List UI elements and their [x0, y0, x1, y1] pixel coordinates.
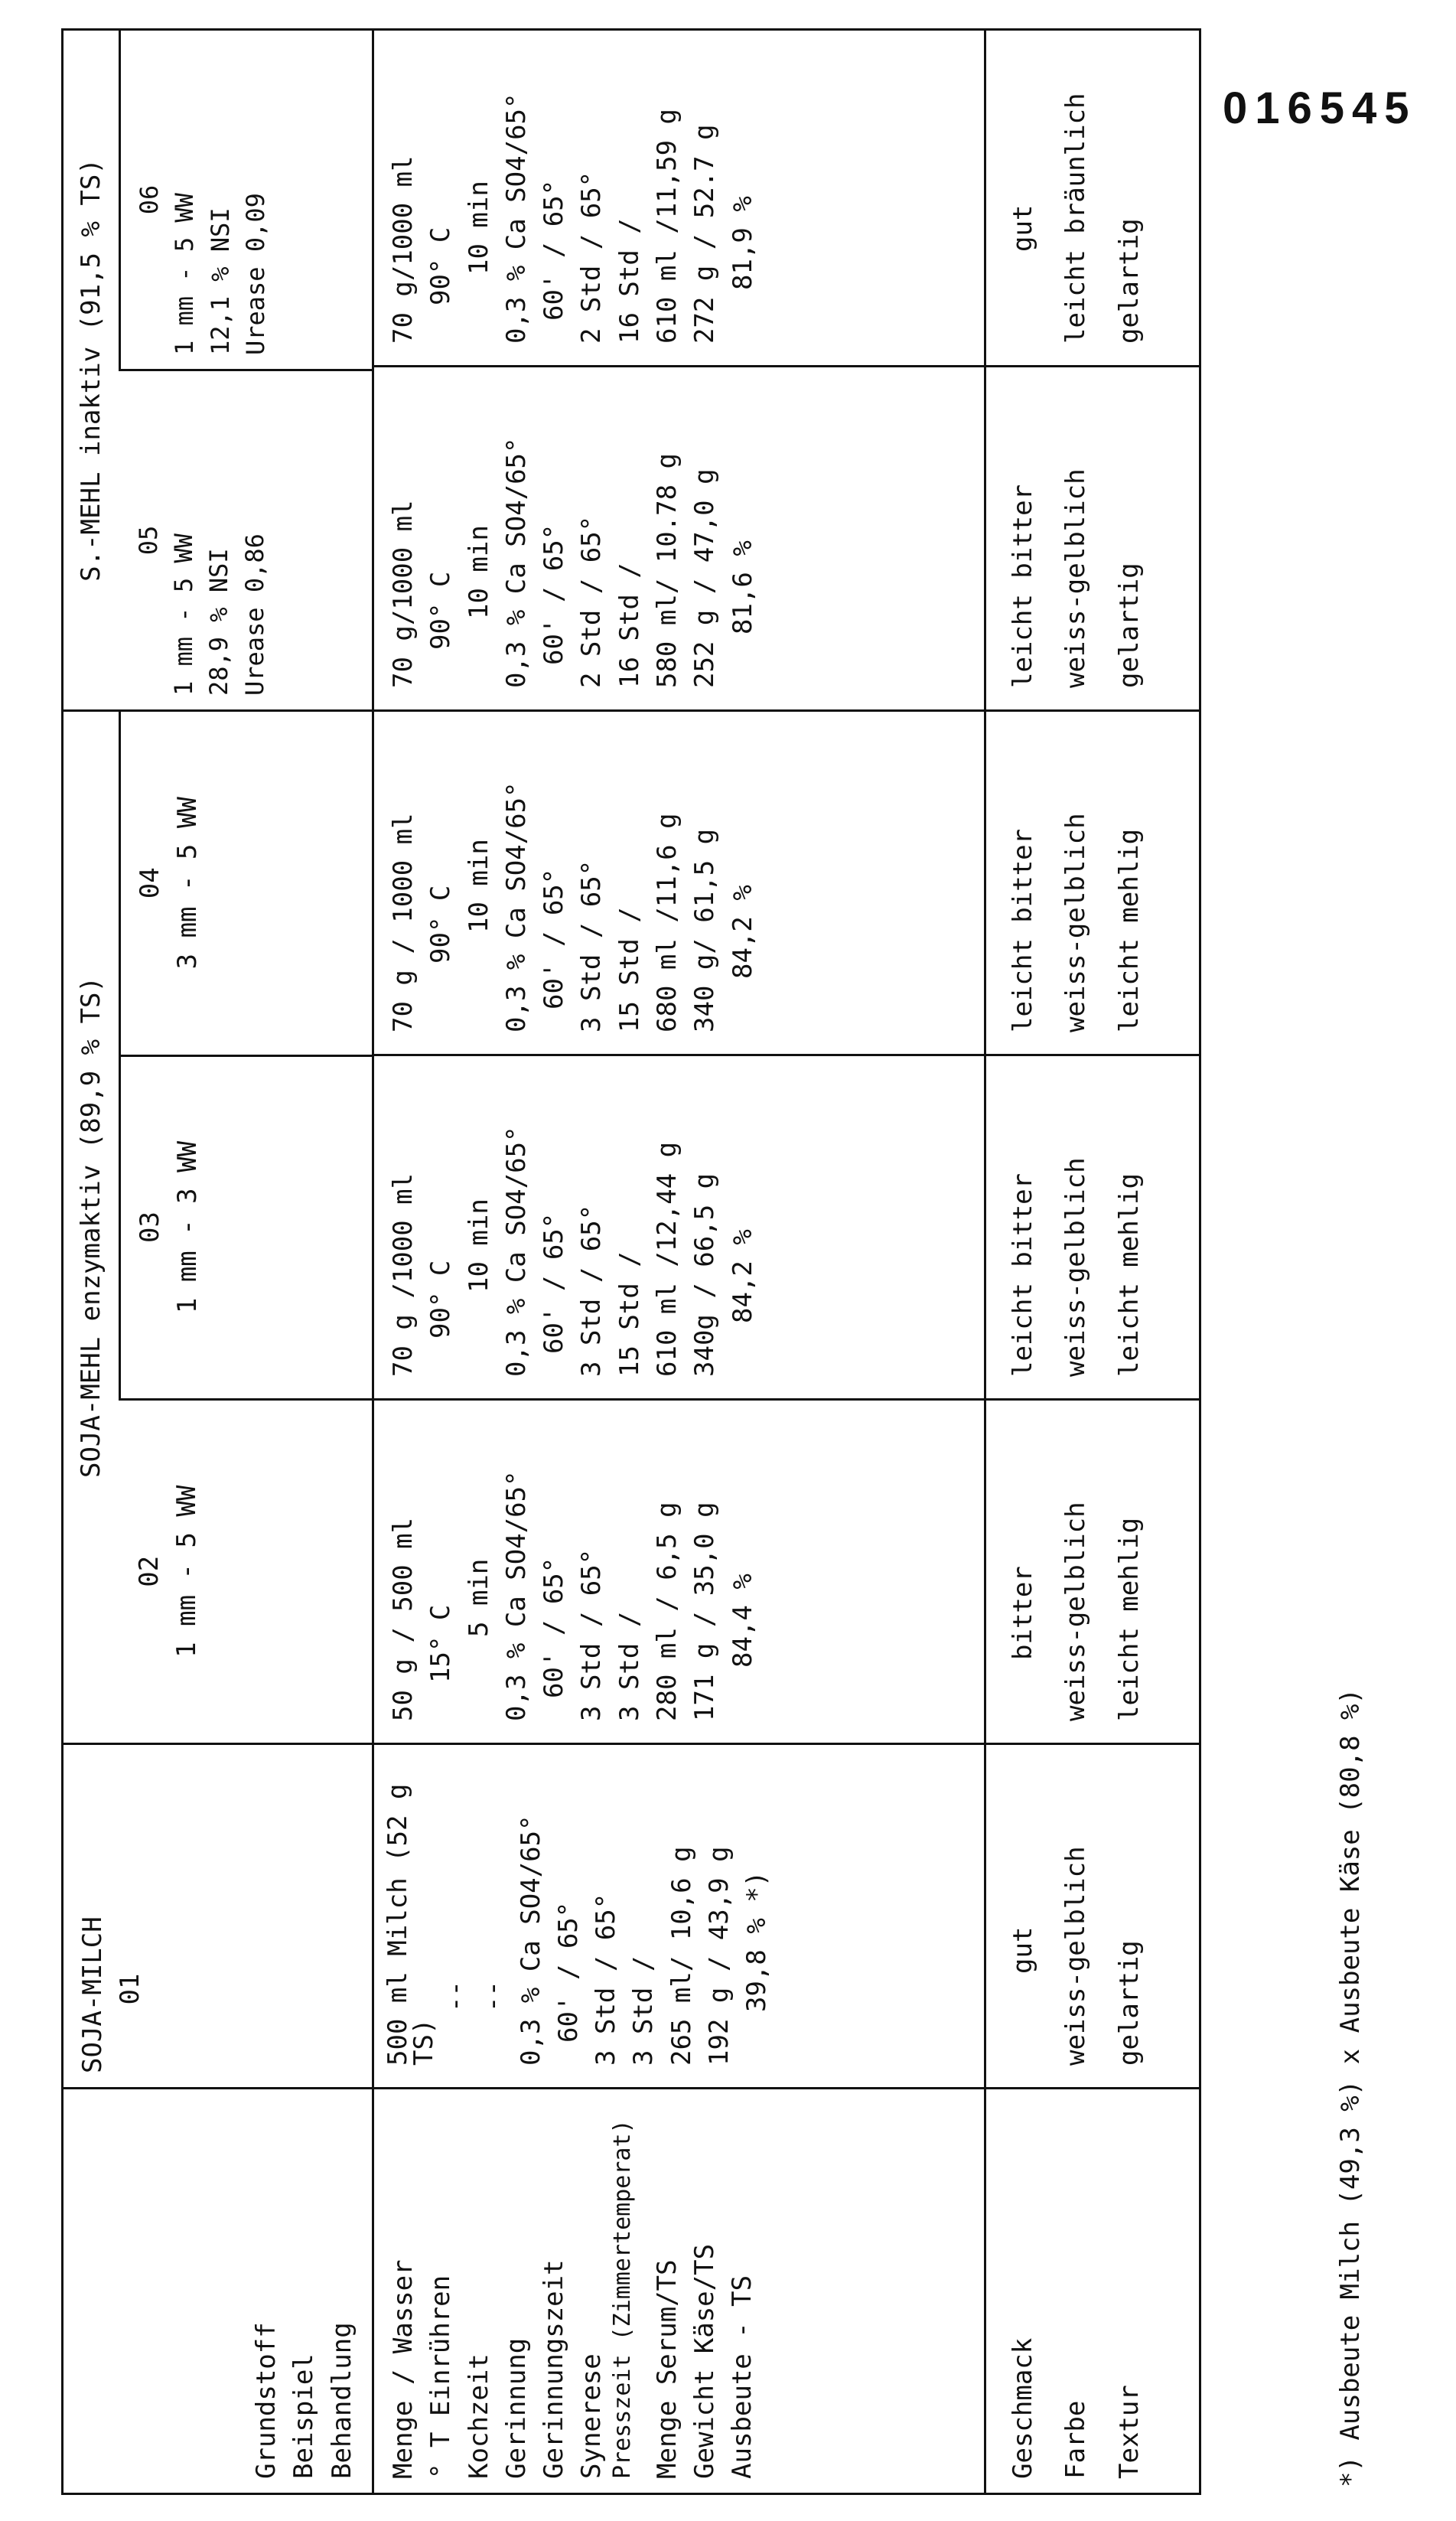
sensory-col-01 [985, 1744, 1200, 2089]
sensory-02-geschmack: bitter [1008, 1566, 1038, 1660]
label-t-einruehren: ° T Einrühren [425, 2275, 457, 2479]
label-geschmack: Geschmack [1008, 2337, 1038, 2479]
value-04-gerinnung: 0,3 % Ca SO4/65° [500, 781, 532, 1032]
beispiel-04: 04 [135, 867, 165, 899]
value-04-menge: 70 g / 1000 ml [388, 813, 419, 1032]
header-group-inaktiv [63, 30, 373, 711]
sensory-03-farbe: weiss-gelblich [1060, 1157, 1092, 1377]
sensory-col-02 [985, 1400, 1200, 1744]
inaktiv-subheader [119, 31, 372, 709]
value-06-kaese: 272 g / 52.7 g [689, 124, 721, 344]
values-col-05 [373, 367, 985, 711]
value-05-synerese: 2 Std / 65° [576, 515, 607, 689]
beispiel-06: 06 [135, 184, 164, 215]
header-label-cell [63, 2089, 373, 2494]
value-03-presszeit: 15 Std / [614, 1251, 645, 1377]
values-col-02 [373, 1400, 985, 1744]
value-06-temp: 90° C [425, 227, 457, 306]
value-03-gerinnungszeit: 60' / 65° [539, 1212, 570, 1354]
document-number: 016545 [1223, 83, 1417, 133]
header-col-01 [63, 1744, 373, 2089]
behandlung-06-a: 1 mm - 5 WW [170, 193, 200, 356]
value-01-serum: 265 ml/ 10,6 g [666, 1846, 697, 2066]
sensory-col-05 [985, 367, 1200, 711]
value-06-kochzeit: 10 min [463, 181, 494, 276]
value-05-serum: 580 ml/ 10.78 g [652, 452, 683, 689]
label-ausbeute: Ausbeute - TS [727, 2275, 758, 2479]
beispiel-05: 05 [133, 525, 163, 556]
value-01-gerinnungszeit: 60' / 65° [552, 1901, 584, 2043]
sensory-04-geschmack: leicht bitter [1008, 828, 1038, 1032]
value-01-temp: -- [440, 1981, 471, 2012]
value-05-gerinnung: 0,3 % Ca SO4/65° [500, 437, 532, 689]
sensory-01-farbe: weiss-gelblich [1060, 1846, 1092, 2066]
behandlung-05-b: 28,9 % NSI [204, 548, 234, 696]
beispiel-03: 03 [135, 1212, 165, 1243]
beispiel-01: 01 [115, 1973, 146, 2005]
beispiel-02: 02 [133, 1555, 164, 1587]
value-04-gerinnungszeit: 60' / 65° [539, 868, 570, 1009]
value-06-gerinnung: 0,3 % Ca SO4/65° [500, 93, 532, 344]
value-05-kaese: 252 g / 47,0 g [689, 468, 721, 689]
header-col-05 [120, 370, 373, 710]
header-label-behandlung: Behandlung [326, 2322, 357, 2479]
value-03-ausbeute: 84,2 % [727, 1229, 758, 1323]
sensory-05-farbe: weiss-gelblich [1060, 468, 1092, 689]
sensory-06-geschmack: gut [1008, 204, 1038, 253]
value-02-temp: 15° C [425, 1604, 457, 1683]
label-synerese: Synerese [576, 2353, 607, 2479]
behandlung-04: 3 mm - 5 WW [172, 797, 204, 970]
value-05-gerinnungszeit: 60' / 65° [539, 523, 570, 666]
sensory-05-textur: gelartig [1113, 563, 1145, 689]
values-col-03 [373, 1055, 985, 1400]
value-06-presszeit: 16 Std / [614, 218, 645, 344]
value-01-ausbeute: 39,8 % *) [741, 1870, 773, 2012]
label-gerinnungszeit: Gerinnungszeit [539, 2259, 570, 2479]
value-02-synerese: 3 Std / 65° [576, 1548, 607, 1721]
value-06-synerese: 2 Std / 65° [576, 171, 607, 344]
sensory-col-04 [985, 711, 1200, 1055]
header-col-03 [120, 1055, 373, 1399]
value-04-ausbeute: 84,2 % [727, 885, 758, 979]
value-03-menge: 70 g /1000 ml [388, 1172, 419, 1377]
parameter-labels [373, 2089, 985, 2494]
values-col-04 [373, 711, 985, 1055]
value-02-serum: 280 ml / 6,5 g [652, 1502, 683, 1721]
sensory-02-textur: leicht mehlig [1113, 1517, 1145, 1721]
value-01-gerinnung: 0,3 % Ca SO4/65° [515, 1815, 546, 2066]
value-04-serum: 680 ml /11,6 g [652, 813, 683, 1032]
label-presszeit: Presszeit (Zimmertemperat) [608, 2119, 636, 2479]
value-06-menge: 70 g/1000 ml [388, 155, 419, 344]
header-label-beispiel: Beispiel [288, 2353, 320, 2479]
value-03-gerinnung: 0,3 % Ca SO4/65° [500, 1126, 532, 1377]
header-row [63, 30, 373, 2494]
value-04-temp: 90° C [425, 885, 457, 964]
value-02-menge: 50 g / 500 ml [388, 1517, 419, 1721]
sensory-col-06 [985, 30, 1200, 367]
value-01-kaese: 192 g / 43,9 g [704, 1846, 735, 2066]
label-gewicht-kaese: Gewicht Käse/TS [689, 2243, 721, 2479]
label-kochzeit: Kochzeit [463, 2353, 494, 2479]
value-05-presszeit: 16 Std / [614, 563, 645, 689]
behandlung-03: 1 mm - 3 WW [172, 1140, 204, 1314]
value-04-synerese: 3 Std / 65° [576, 859, 607, 1032]
sensory-03-textur: leicht mehlig [1113, 1172, 1145, 1377]
values-col-06 [373, 30, 985, 367]
group-s-mehl-inaktiv: S.-MEHL inaktiv (91,5 % TS) [76, 158, 106, 582]
value-03-synerese: 3 Std / 65° [576, 1204, 607, 1377]
sensory-03-geschmack: leicht bitter [1008, 1172, 1038, 1377]
group-soja-milch: SOJA-MILCH [77, 1916, 108, 2073]
header-col-04 [120, 712, 373, 1055]
value-03-serum: 610 ml /12,44 g [652, 1141, 683, 1377]
value-05-temp: 90° C [425, 571, 457, 651]
group-soja-mehl-enzymaktiv: SOJA-MEHL enzymaktiv (89,9 % TS) [76, 977, 106, 1479]
value-02-gerinnungszeit: 60' / 65° [539, 1557, 570, 1698]
header-col-02 [120, 1399, 373, 1743]
value-05-ausbeute: 81,6 % [727, 540, 758, 635]
sensory-06-textur: gelartig [1113, 218, 1145, 344]
value-05-kochzeit: 10 min [463, 525, 494, 620]
sensory-01-textur: gelartig [1113, 1940, 1145, 2066]
sensory-01-geschmack: gut [1008, 1926, 1038, 1974]
sensory-04-farbe: weiss-gelblich [1060, 813, 1092, 1032]
sensory-col-03 [985, 1055, 1200, 1400]
value-02-kochzeit: 5 min [463, 1558, 494, 1637]
value-02-ausbeute: 84,4 % [727, 1574, 758, 1668]
value-05-menge: 70 g/1000 ml [388, 500, 419, 689]
label-textur: Textur [1113, 2385, 1145, 2479]
value-03-temp: 90° C [425, 1260, 457, 1339]
value-01-menge: 500 ml Milch (52 g TS) [383, 1783, 439, 2066]
behandlung-05-a: 1 mm - 5 WW [168, 533, 198, 696]
sensory-labels [985, 2089, 1200, 2494]
sensory-05-geschmack: leicht bitter [1008, 484, 1038, 689]
value-06-serum: 610 ml /11,59 g [652, 108, 683, 344]
parameter-row [373, 30, 985, 2494]
value-04-kochzeit: 10 min [463, 839, 494, 933]
results-table [61, 28, 1201, 2495]
label-menge-serum: Menge Serum/TS [651, 2259, 682, 2479]
header-group-enzymaktiv [63, 711, 373, 1744]
value-03-kaese: 340g / 66,5 g [689, 1172, 721, 1377]
sensory-row [985, 30, 1200, 2494]
header-label-grundstoff: Grundstoff [251, 2322, 282, 2479]
label-farbe: Farbe [1060, 2400, 1092, 2479]
sensory-02-farbe: weiss-gelblich [1060, 1502, 1092, 1721]
footnote: *) Ausbeute Milch (49,3 %) x Ausbeute Käse (80,8 %) [1335, 1688, 1366, 2487]
value-04-kaese: 340 g/ 61,5 g [689, 828, 721, 1032]
value-06-ausbeute: 81,9 % [727, 196, 758, 291]
value-01-kochzeit: -- [477, 1981, 509, 2012]
value-03-kochzeit: 10 min [463, 1199, 494, 1293]
value-02-presszeit: 3 Std / [614, 1611, 645, 1721]
sensory-04-textur: leicht mehlig [1113, 828, 1145, 1032]
behandlung-05-c: Urease 0,86 [239, 533, 269, 696]
behandlung-02: 1 mm - 5 WW [171, 1485, 202, 1658]
behandlung-06-c: Urease 0,09 [241, 193, 271, 356]
behandlung-06-b: 12,1 % NSI [205, 207, 235, 356]
value-01-presszeit: 3 Std / [628, 1955, 660, 2066]
enzymaktiv-subheader [119, 712, 372, 1743]
values-col-01 [373, 1744, 985, 2089]
results-table-rotated [61, 31, 1201, 2495]
header-col-06 [120, 31, 373, 370]
sensory-06-farbe: leicht bräunlich [1060, 93, 1092, 344]
label-gerinnung: Gerinnung [500, 2337, 532, 2479]
value-06-gerinnungszeit: 60' / 65° [539, 179, 570, 321]
value-04-presszeit: 15 Std / [614, 907, 645, 1032]
value-02-gerinnung: 0,3 % Ca SO4/65° [500, 1470, 532, 1721]
label-menge-wasser: Menge / Wasser [388, 2259, 419, 2479]
value-02-kaese: 171 g / 35,0 g [689, 1502, 721, 1721]
value-01-synerese: 3 Std / 65° [591, 1893, 622, 2066]
